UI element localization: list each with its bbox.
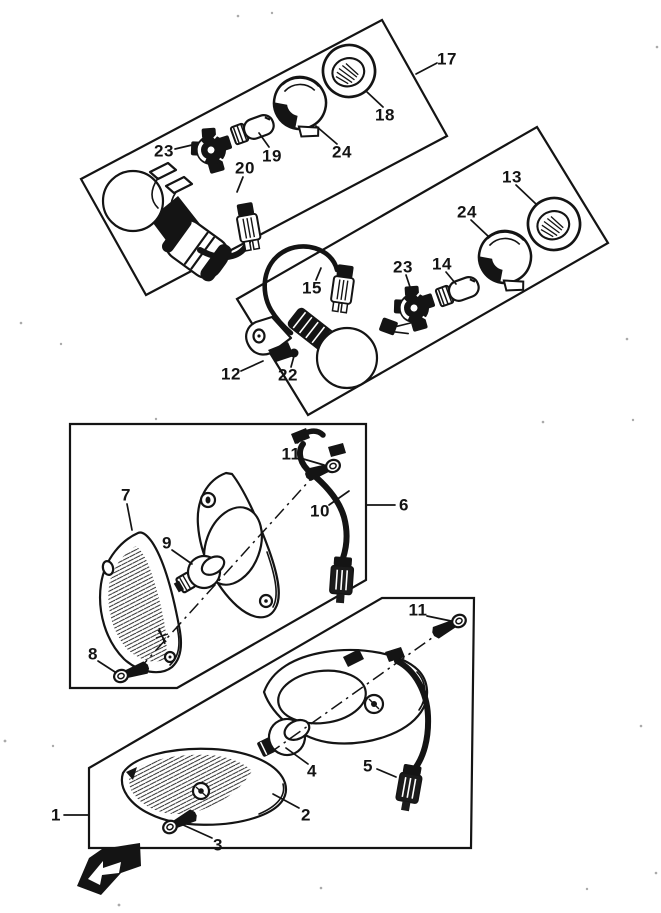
- callout-13: 13: [502, 167, 522, 187]
- callout-19: 19: [262, 146, 282, 166]
- callout-4: 4: [307, 761, 317, 781]
- callout-14: 14: [432, 254, 452, 274]
- callout-11-a: 11: [281, 444, 301, 464]
- callout-10: 10: [310, 501, 330, 521]
- callout-2: 2: [301, 805, 311, 825]
- callout-9: 9: [162, 533, 172, 553]
- callout-20: 20: [235, 158, 255, 178]
- callout-3: 3: [213, 835, 223, 855]
- callout-23-a: 23: [154, 141, 174, 161]
- callout-12: 12: [221, 364, 241, 384]
- callout-6: 6: [399, 495, 409, 515]
- callout-11-b: 11: [408, 600, 428, 620]
- callout-7: 7: [121, 485, 131, 505]
- callout-5: 5: [363, 756, 373, 776]
- callout-23-b: 23: [393, 257, 413, 277]
- callout-15: 15: [302, 278, 322, 298]
- callout-24-a: 24: [332, 142, 352, 162]
- callout-22: 22: [278, 365, 298, 385]
- callout-8: 8: [88, 644, 98, 664]
- callout-1: 1: [51, 805, 61, 825]
- callout-18: 18: [375, 105, 395, 125]
- direction-marker-icon: [77, 843, 141, 895]
- callout-24-b: 24: [457, 202, 477, 222]
- lens-2-drawing: [122, 749, 286, 825]
- callout-17: 17: [437, 49, 457, 69]
